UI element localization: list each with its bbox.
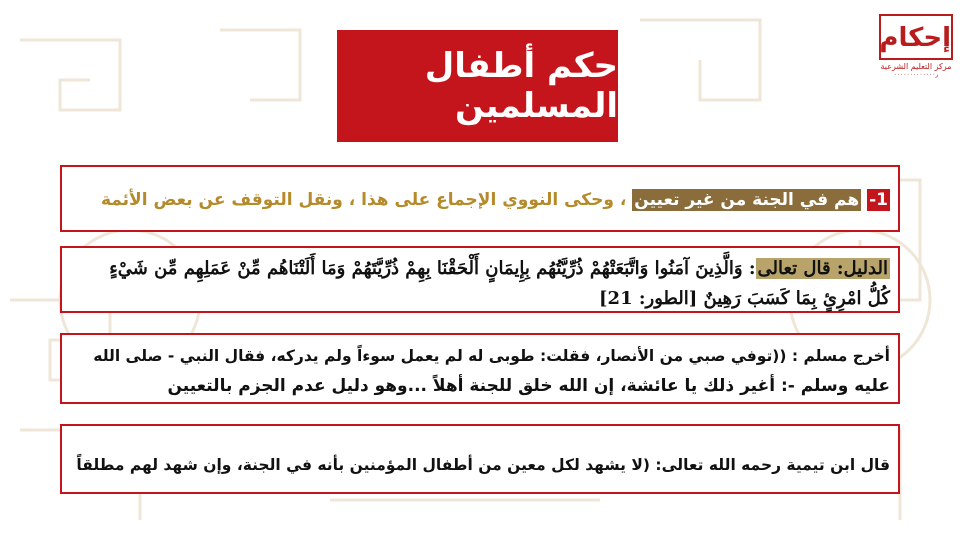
logo-subtitle: مركز التعليم الشرعية: [880, 62, 952, 71]
quote-line-1: قال ابن تيمية رحمه الله تعالى: (لا يشهد لكل معين من أطفال المؤمنين بأنه في الجنة، وإن شهد لهم مطلقاً: [76, 456, 890, 474]
point-highlight: هم في الجنة من غير تعيين: [634, 190, 860, 210]
brand-logo: [876, 14, 956, 84]
point-1-rest: ، وحكى النووي الإجماع على هذا ، ونقل التوقف عن بعض الأئمة: [100, 190, 627, 210]
slide-title: حكم أطفال المسلمين: [424, 46, 618, 126]
logo-word: إحكام: [879, 23, 951, 53]
evidence-line-1: [70, 254, 890, 284]
title-banner: [337, 30, 618, 142]
hadith-line-2: عليه وسلم -: أغير ذلك يا عائشة، إن الله خلق للجنة أهلاً ...وهو دليل عدم الجزم بالتعيين: [167, 376, 890, 396]
logo-frame: [879, 14, 953, 60]
evidence-label: الدليل: قال تعالى: [757, 258, 888, 279]
verse-line-2: كُلُّ امْرِئٍ بِمَا كَسَبَ رَهِينٌ [الطور: 21]: [599, 288, 890, 309]
logo-subtitle-2: ر٠٠٠٠٠٠٠٠٠٠٠٠٠: [893, 71, 939, 78]
hadith-line-1: أخرج مسلم : ((توفي صبي من الأنصار، فقلت: طوبى له لم يعمل سوءاً ولم يدركه، فقال النبي - صلى الله: [93, 347, 890, 365]
evidence-card: [60, 246, 900, 313]
hadith-card: [60, 333, 900, 404]
point-card-1: [60, 165, 900, 232]
point-number: 1-: [869, 190, 888, 210]
point-1-line: [70, 185, 890, 215]
verse-line-1: : وَالَّذِينَ آمَنُوا وَاتَّبَعَتْهُمْ ذُرِّيَّتُهُم بِإِيمَانٍ أَلْحَقْنَا بِهِمْ ذُرِّيَّتَهُمْ وَمَا أَلَتْنَاهُم مِّنْ عَمَلِهِم مِّن شَيْءٍ: [109, 258, 756, 279]
quote-card: [60, 424, 900, 494]
